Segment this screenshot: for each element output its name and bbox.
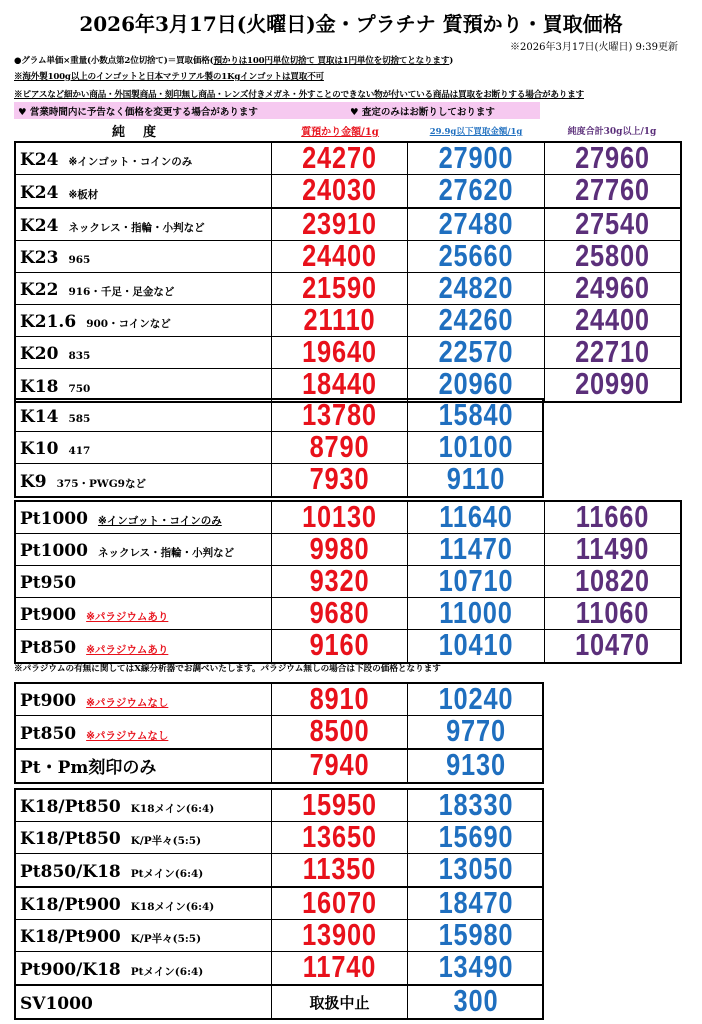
buy-cell [408, 819, 544, 854]
buy-price: 24260 [438, 302, 514, 337]
pawn-cell [272, 270, 408, 305]
buy-cell [408, 885, 544, 920]
purity-cell [16, 209, 272, 240]
pawn-price: 7940 [309, 747, 370, 782]
purity-sub: ※パラジウムあり [86, 644, 169, 656]
buy30-cell [544, 172, 680, 207]
buy30-price: 27540 [575, 206, 650, 241]
table-row [16, 627, 680, 662]
pawn-cell [272, 819, 408, 854]
pawn-cell [272, 499, 408, 534]
purity-cell [16, 432, 272, 463]
buy30-price: 27760 [575, 172, 650, 207]
pawn-price: 13650 [302, 819, 377, 854]
purity-name [20, 797, 214, 817]
pawn-cell [272, 949, 408, 984]
table-row [16, 140, 680, 175]
pawn-price: 9680 [309, 595, 370, 630]
buy-price: 27900 [438, 140, 514, 175]
table-row [16, 983, 542, 1018]
table-row [16, 334, 680, 369]
buy-cell [408, 595, 544, 630]
pawn-price: 24030 [302, 172, 377, 207]
buy30-price: 10820 [575, 563, 650, 598]
note-calculation [14, 54, 453, 66]
note-calc-c: ) [449, 56, 454, 66]
price-group [14, 682, 544, 750]
purity-name [20, 960, 203, 980]
purity-cell [16, 175, 272, 207]
table-row [16, 461, 542, 496]
price-group [14, 500, 682, 664]
purity-cell [16, 369, 272, 401]
table-row [16, 206, 680, 241]
table-row [16, 270, 680, 305]
purity-cell [16, 400, 272, 431]
updated-timestamp: ※2026年3月17日(火曜日) 9:39更新 [510, 42, 678, 53]
buy-cell [408, 563, 544, 598]
buy-cell [408, 397, 544, 432]
purity-cell [16, 143, 272, 174]
purity-sub: 916・千足・足金など [68, 286, 175, 298]
buy-cell [408, 499, 544, 534]
buy-price: 18470 [438, 885, 514, 920]
purity-cell [16, 305, 272, 336]
price-group [14, 207, 682, 403]
buy30-cell [544, 206, 680, 241]
purity-label: K22 [20, 280, 59, 300]
purity-sub: Ptメイン(6:4) [130, 868, 204, 880]
purity-name [20, 472, 146, 492]
pawn-price: 11740 [302, 949, 377, 984]
purity-sub: ※インゴット・コインのみ [68, 156, 193, 168]
price-group [14, 748, 544, 784]
purity-sub: K18メイン(6:4) [130, 803, 215, 815]
buy-cell [408, 140, 544, 175]
purity-name [20, 439, 90, 459]
pawn-price: 9320 [309, 563, 370, 598]
purity-name [20, 691, 168, 711]
buy-cell [408, 206, 544, 241]
buy-cell [408, 949, 544, 984]
purity-cell [16, 241, 272, 272]
pawn-cell [272, 461, 408, 496]
pawn-price: 11350 [302, 851, 377, 886]
purity-label: K24 [20, 183, 59, 203]
purity-cell [16, 888, 272, 919]
purity-sub: K/P半々(5:5) [130, 835, 202, 847]
page-title: 2026年3月17日(火曜日)金・プラチナ 質預かり・買取価格 [79, 12, 623, 36]
purity-label: Pt850 [20, 638, 77, 658]
purity-name [20, 280, 174, 300]
buy-price: 25660 [438, 238, 514, 273]
table-row [16, 949, 542, 984]
purity-cell [16, 337, 272, 368]
purity-name [20, 753, 156, 778]
pawn-price: 取扱中止 [309, 994, 370, 1012]
purity-cell [16, 822, 272, 853]
pawn-cell [272, 140, 408, 175]
pawn-price: 7930 [309, 461, 370, 496]
purity-name [20, 248, 90, 268]
buy-cell [408, 851, 544, 886]
buy-price: 10100 [438, 429, 514, 464]
buy30-cell [544, 627, 680, 662]
header-buy30: 純度合計30g以上/1g [567, 127, 657, 137]
pawn-price: 24400 [302, 238, 377, 273]
pawn-price: 21110 [303, 302, 376, 337]
pawn-cell [272, 885, 408, 920]
purity-sub: Ptメイン(6:4) [130, 966, 204, 978]
buy-cell [408, 238, 544, 273]
buy-price: 27480 [438, 206, 514, 241]
purity-name [20, 216, 205, 236]
pawn-cell [272, 681, 408, 716]
price-group [14, 886, 544, 986]
purity-name [20, 407, 90, 427]
pawn-cell [272, 986, 408, 1018]
table-row [16, 238, 680, 273]
purity-label: K21.6 [20, 312, 77, 332]
buy30-price: 11060 [575, 595, 650, 630]
pawn-price: 8500 [309, 713, 370, 748]
buy-cell [408, 531, 544, 566]
buy-cell [408, 334, 544, 369]
buy30-cell [544, 302, 680, 337]
buy30-cell [544, 270, 680, 305]
purity-sub: K/P半々(5:5) [130, 933, 202, 945]
header-buy: 29.9g以下買取金額/1g [429, 127, 523, 137]
purity-label: Pt900/K18 [20, 960, 121, 980]
pawn-cell [272, 531, 408, 566]
buy30-cell [544, 499, 680, 534]
purity-name [20, 377, 90, 397]
buy30-cell [544, 334, 680, 369]
purity-label: K18/Pt900 [20, 895, 121, 915]
purity-label: Pt900 [20, 691, 77, 711]
buy30-cell [544, 140, 680, 175]
buy-price: 27620 [438, 172, 514, 207]
purity-cell [16, 920, 272, 951]
buy-cell [408, 461, 544, 496]
note-ingot-text: ※海外製100g以上のインゴットと日本マテリアル製の1Kgインゴットは買取不可 [14, 72, 324, 82]
table-row [16, 397, 542, 432]
buy-cell [408, 627, 544, 662]
buy-price: 9770 [446, 713, 506, 748]
notice-price-change: ♥ 営業時間内に予告なく価格を変更する場合があります [18, 107, 258, 118]
price-group [14, 141, 682, 209]
purity-label: K14 [20, 407, 59, 427]
purity-label: K18/Pt900 [20, 927, 121, 947]
table-row [16, 787, 542, 822]
pawn-cell [272, 206, 408, 241]
purity-cell [16, 630, 272, 662]
purity-label: K23 [20, 248, 59, 268]
buy30-price: 11490 [575, 531, 650, 566]
pawn-price: 24270 [302, 140, 377, 175]
buy-cell [408, 429, 544, 464]
purity-sub: 375・PWG9など [56, 478, 146, 490]
purity-name [20, 724, 168, 744]
pawn-cell [272, 334, 408, 369]
pawn-cell [272, 851, 408, 886]
purity-cell [16, 952, 272, 984]
buy-price: 13050 [438, 851, 514, 886]
pawn-price: 15950 [302, 787, 377, 822]
pawn-price: 9160 [309, 627, 370, 662]
buy-cell [408, 917, 544, 952]
buy-price: 15840 [438, 397, 514, 432]
buy-cell [408, 681, 544, 716]
table-row [16, 681, 542, 716]
pawn-price: 18440 [302, 366, 377, 401]
notice-no-appraisal: ♥ 査定のみはお断りしております [350, 107, 495, 118]
purity-sub: ※インゴット・コインのみ [97, 515, 222, 527]
pawn-cell [272, 563, 408, 598]
buy30-cell [544, 531, 680, 566]
purity-cell [16, 273, 272, 304]
purity-cell [16, 502, 272, 533]
pawn-cell [272, 172, 408, 207]
price-group [14, 984, 544, 1020]
purity-cell [16, 684, 272, 715]
purity-cell [16, 566, 272, 597]
buy-price: 22570 [438, 334, 514, 369]
purity-sub: ※パラジウムあり [86, 611, 169, 623]
purity-cell [16, 598, 272, 629]
table-row [16, 819, 542, 854]
purity-name [20, 344, 90, 364]
purity-label: K10 [20, 439, 59, 459]
buy-price: 10240 [438, 681, 514, 716]
purity-label: Pt850/K18 [20, 862, 121, 882]
purity-sub: ネックレス・指輪・小判など [97, 547, 235, 559]
purity-label: K18/Pt850 [20, 829, 121, 849]
table-row [16, 917, 542, 952]
purity-label: K18/Pt850 [20, 797, 121, 817]
purity-cell [16, 986, 272, 1018]
pawn-price: 9980 [309, 531, 370, 566]
buy30-price: 22710 [575, 334, 650, 369]
purity-sub: ※板材 [68, 189, 99, 201]
purity-name [20, 638, 168, 658]
buy-cell [408, 172, 544, 207]
price-group [14, 788, 544, 888]
pawn-price: 19640 [302, 334, 377, 369]
notice-banner [14, 102, 540, 119]
buy30-cell [544, 563, 680, 598]
purity-label: Pt1000 [20, 509, 88, 529]
table-row [16, 563, 680, 598]
purity-label: K18 [20, 377, 59, 397]
buy-price: 18330 [438, 787, 514, 822]
table-row [16, 531, 680, 566]
purity-name [20, 927, 201, 947]
pawn-cell [272, 917, 408, 952]
header-purity: 純度 [111, 125, 174, 140]
buy30-price: 24960 [575, 270, 650, 305]
table-row [16, 429, 542, 464]
buy30-cell [544, 238, 680, 273]
purity-label: Pt900 [20, 605, 77, 625]
buy30-price: 11660 [575, 499, 650, 534]
pawn-price: 8790 [309, 429, 370, 464]
purity-cell [16, 534, 272, 565]
buy-price: 300 [453, 983, 499, 1018]
pawn-cell [272, 595, 408, 630]
buy30-price: 24400 [575, 302, 650, 337]
purity-name [20, 895, 214, 915]
buy-price: 9110 [446, 461, 506, 496]
table-row [16, 747, 542, 782]
pawn-cell [272, 787, 408, 822]
note-refuse [14, 88, 584, 100]
purity-name [20, 183, 98, 203]
buy-cell [408, 713, 544, 748]
purity-name [20, 829, 201, 849]
table-row [16, 851, 542, 886]
buy-cell [408, 787, 544, 822]
pawn-cell [272, 302, 408, 337]
table-row [16, 302, 680, 337]
buy-cell [408, 747, 544, 782]
pawn-cell [272, 713, 408, 748]
buy-price: 15690 [438, 819, 514, 854]
buy-price: 11470 [439, 531, 513, 566]
buy-price: 15980 [438, 917, 514, 952]
pawn-price: 8910 [309, 681, 370, 716]
buy-price: 10710 [438, 563, 514, 598]
pawn-price: 21590 [302, 270, 377, 305]
buy-price: 10410 [438, 627, 514, 662]
buy-cell [408, 270, 544, 305]
purity-label: Pt・Pm刻印のみ [20, 758, 157, 778]
purity-name [20, 509, 222, 529]
purity-label: Pt850 [20, 724, 77, 744]
buy30-cell [544, 595, 680, 630]
purity-sub: ネックレス・指輪・小判など [68, 222, 205, 234]
purity-name [20, 312, 171, 332]
buy30-price: 27960 [575, 140, 650, 175]
purity-sub: 835 [68, 350, 91, 362]
pawn-price: 16070 [302, 885, 377, 920]
buy30-price: 10470 [575, 627, 650, 662]
table-row [16, 595, 680, 630]
purity-sub: 750 [68, 383, 91, 395]
pawn-cell [272, 397, 408, 432]
pawn-price: 10130 [302, 499, 377, 534]
purity-cell [16, 790, 272, 821]
buy-price: 20960 [438, 366, 514, 401]
purity-sub: ※パラジウムなし [86, 730, 169, 742]
purity-name [20, 994, 93, 1014]
note-ingot [14, 70, 324, 82]
note-calc-b: 預かりは100円単位切捨て 買取は1円単位を切捨てとなります [213, 56, 450, 66]
pawn-cell [272, 238, 408, 273]
pawn-price: 23910 [302, 206, 377, 241]
purity-label: K24 [20, 216, 59, 236]
purity-sub: 417 [68, 445, 91, 457]
table-row [16, 499, 680, 534]
palladium-note: ※パラジウムの有無に関してはX線分析器でお調べいたします。パラジウム無しの場合は下段の価格となります [14, 664, 441, 674]
buy30-price: 20990 [575, 366, 650, 401]
purity-cell [16, 750, 272, 782]
table-row [16, 885, 542, 920]
buy-cell [408, 302, 544, 337]
pawn-cell [272, 429, 408, 464]
purity-sub: 585 [68, 413, 91, 425]
purity-name [20, 862, 203, 882]
purity-name [20, 150, 192, 170]
purity-name [20, 541, 234, 561]
purity-name [20, 605, 168, 625]
purity-cell [16, 716, 272, 748]
pawn-cell [272, 627, 408, 662]
purity-cell [16, 854, 272, 886]
buy30-price: 25800 [575, 238, 650, 273]
buy-price: 13490 [438, 949, 514, 984]
purity-label: SV1000 [20, 994, 93, 1014]
buy-price: 9130 [446, 747, 506, 782]
note-calc-a: ●グラム単価×重量(小数点第2位切捨て)＝買取価格( [14, 56, 214, 66]
table-row [16, 713, 542, 748]
purity-sub: K18メイン(6:4) [130, 901, 215, 913]
purity-label: K9 [20, 472, 47, 492]
purity-cell [16, 464, 272, 496]
pawn-price: 13780 [302, 397, 377, 432]
pawn-cell [272, 747, 408, 782]
buy30-cell [544, 366, 680, 401]
purity-sub: ※パラジウムなし [86, 697, 169, 709]
note-refuse-text: ※ピアスなど細かい商品・外国製商品・刻印無し商品・レンズ付きメガネ・外すことのできない物が付いている商品は買取をお断りする場合があります [14, 90, 584, 100]
purity-sub: 965 [68, 254, 91, 266]
buy-price: 11000 [439, 595, 513, 630]
purity-label: Pt1000 [20, 541, 88, 561]
header-pawn: 質預かり金額/1g [301, 127, 379, 138]
purity-label: K20 [20, 344, 59, 364]
pawn-price: 13900 [302, 917, 377, 952]
purity-name [20, 573, 76, 593]
buy-price: 24820 [438, 270, 514, 305]
price-group [14, 398, 544, 498]
buy-price: 11640 [439, 499, 513, 534]
table-row [16, 172, 680, 207]
buy-cell [408, 983, 544, 1018]
purity-label: Pt950 [20, 573, 77, 593]
purity-label: K24 [20, 150, 59, 170]
purity-sub: 900・コインなど [86, 318, 171, 330]
